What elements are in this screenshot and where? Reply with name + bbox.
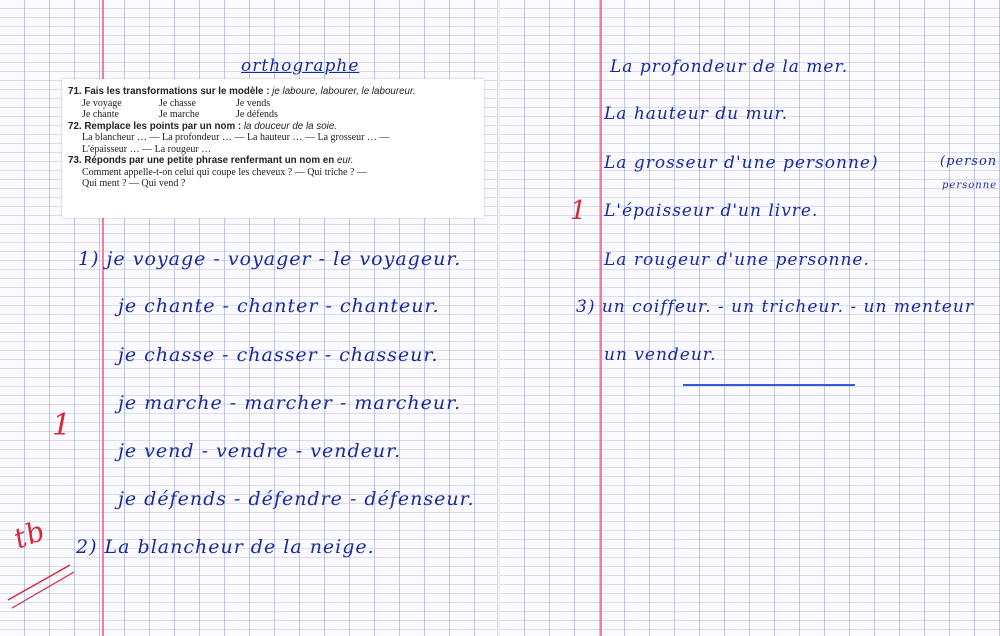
answer-line: 1) je voyage - voyager - le voyageur. [78,248,462,270]
exercise-71-row-1 [68,98,478,110]
exercise-71-row-2 [68,109,478,121]
answer-line: La rougeur d'une personne. [604,250,870,270]
answer-line: je vend - vendre - vendeur. [118,440,402,462]
answer-line: je chante - chanter - chanteur. [118,295,440,317]
answer-line: je chasse - chasser - chasseur. [118,344,439,366]
exercise-number: 73. [68,155,82,166]
answer-line: L'épaisseur d'un livre. [604,201,819,221]
exercise-instruction: Réponds par une petite phrase renfermant un nom en [84,155,335,166]
exercise-model: je laboure, labourer, le laboureur. [272,86,416,97]
word: Je défends [236,109,278,120]
exercise-suffix: eur. [336,155,354,166]
exercise-worksheet [62,79,484,218]
word: Je marche [159,109,200,120]
exercise-instruction: Fais les transformations sur le modèle : [84,86,270,97]
word: Je chasse [159,97,196,109]
exercise-72-line-1: La blancheur … — La profondeur … — La hauteur … — La grosseur … — [82,132,390,143]
exercise-73-line-1: Comment appelle-t-on celui qui coupe les cheveux ? — Qui triche ? — [82,166,367,178]
exercise-model: la douceur de la soie. [243,120,338,132]
end-rule [683,384,855,386]
left-page [0,0,498,636]
page-title: orthographe [241,56,360,76]
exercise-number: 72. [68,120,82,132]
answer-line: La grosseur d'une personne) [604,153,879,173]
answer-line: La hauteur du mur. [604,104,789,124]
teacher-margin-mark: 1 [52,408,73,443]
teacher-grade: tb [9,513,50,556]
exercise-instruction: Remplace les points par un nom : [84,120,242,132]
grade-underline-strokes [0,530,80,610]
answer-line: je défends - défendre - défenseur. [118,488,475,510]
correction-text: (person [940,154,998,169]
exercise-73-line-2: Qui ment ? — Qui vend ? [82,178,186,189]
exercise-number: 71. [68,86,82,97]
right-margin-line [600,0,602,636]
exercise-72-heading [68,121,478,133]
word: Je vends [236,97,271,109]
answer-line: 2) La blancheur de la neige. [76,536,375,558]
answer-line: un vendeur. [604,345,717,365]
word: Je voyage [82,97,122,109]
teacher-margin-mark: 1 [570,196,588,226]
answer-line: 3) un coiffeur. - un tricheur. - un menteur [576,297,974,317]
exercise-73-heading [68,155,478,167]
answer-line: La profondeur de la mer. [610,57,849,77]
word: Je chante [82,109,119,120]
exercise-71-heading [68,86,478,98]
correction-text: personne [942,180,998,191]
answer-line: je marche - marcher - marcheur. [118,392,462,414]
exercise-72-line-2: L'épaisseur … — La rougeur … [82,143,212,155]
right-page [500,0,1000,636]
